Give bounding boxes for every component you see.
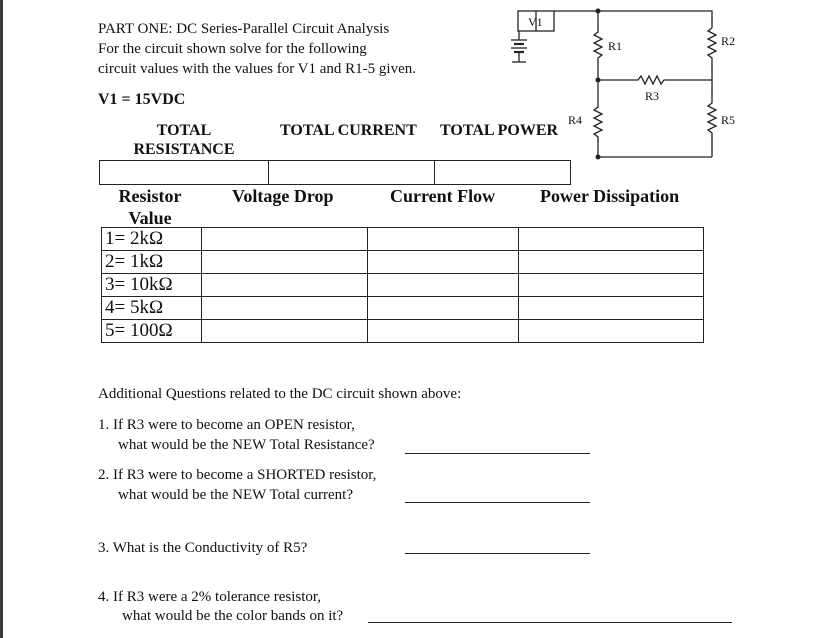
question-2-line2: what would be the NEW Total current? <box>118 487 353 503</box>
question-2-line1: 2. If R3 were to become a SHORTED resistor, <box>98 467 377 483</box>
resistor-value-cell: 3= 10kΩ <box>102 274 202 297</box>
current-flow-header: Current Flow <box>390 186 496 206</box>
resistor-value-cell: 4= 5kΩ <box>102 297 202 320</box>
r5-resistor <box>708 80 716 157</box>
r1-label: R1 <box>608 39 623 53</box>
wire <box>598 11 712 28</box>
question-4-answer-line[interactable] <box>368 622 732 623</box>
battery-v1-symbol <box>511 31 527 62</box>
question-4-line1: 4. If R3 were a 2% tolerance resistor, <box>98 589 322 605</box>
r2-resistor <box>708 28 716 80</box>
v1-label: V1 <box>528 15 543 29</box>
question-1-answer-line[interactable] <box>405 453 590 454</box>
voltage-drop-header: Voltage Drop <box>232 186 334 206</box>
question-2-answer-line[interactable] <box>405 502 590 503</box>
total-resistance-label-line2: RESISTANCE <box>133 141 235 158</box>
question-4-line2: what would be the color bands on it? <box>122 608 344 624</box>
resistor-value-cell: 5= 100Ω <box>102 320 202 343</box>
total-resistance-label-line1: TOTAL <box>156 122 212 139</box>
r5-label: R5 <box>721 113 736 127</box>
question-1-line2: what would be the NEW Total Resistance? <box>118 437 375 453</box>
v1-value: V1 = 15VDC <box>98 91 186 108</box>
resistor-header-line1: Resistor <box>118 186 182 206</box>
r1-resistor <box>594 11 602 80</box>
r3-resistor <box>598 76 712 84</box>
worksheet-title: PART ONE: DC Series-Parallel Circuit Analysis <box>98 21 390 37</box>
instructions-line-1: For the circuit shown solve for the following <box>98 41 367 57</box>
r4-label: R4 <box>568 113 583 127</box>
total-current-label: TOTAL CURRENT <box>280 122 417 139</box>
r3-label: R3 <box>645 89 660 103</box>
questions-heading: Additional Questions related to the DC circuit shown above: <box>98 386 462 402</box>
instructions-line-2: circuit values with the values for V1 and R1-5 given. <box>98 61 416 77</box>
power-dissipation-header: Power Dissipation <box>540 186 680 206</box>
question-3: 3. What is the Conductivity of R5? <box>98 540 308 556</box>
question-1-line1: 1. If R3 were to become an OPEN resistor, <box>98 417 355 433</box>
resistor-value-cell: 1= 2kΩ <box>102 228 202 251</box>
r4-resistor <box>594 80 602 157</box>
resistor-header-line2: Value <box>128 208 172 228</box>
question-3-answer-line[interactable] <box>405 553 590 554</box>
resistor-value-cell: 2= 1kΩ <box>102 251 202 274</box>
total-power-label: TOTAL POWER <box>440 122 559 139</box>
r2-label: R2 <box>721 34 736 48</box>
